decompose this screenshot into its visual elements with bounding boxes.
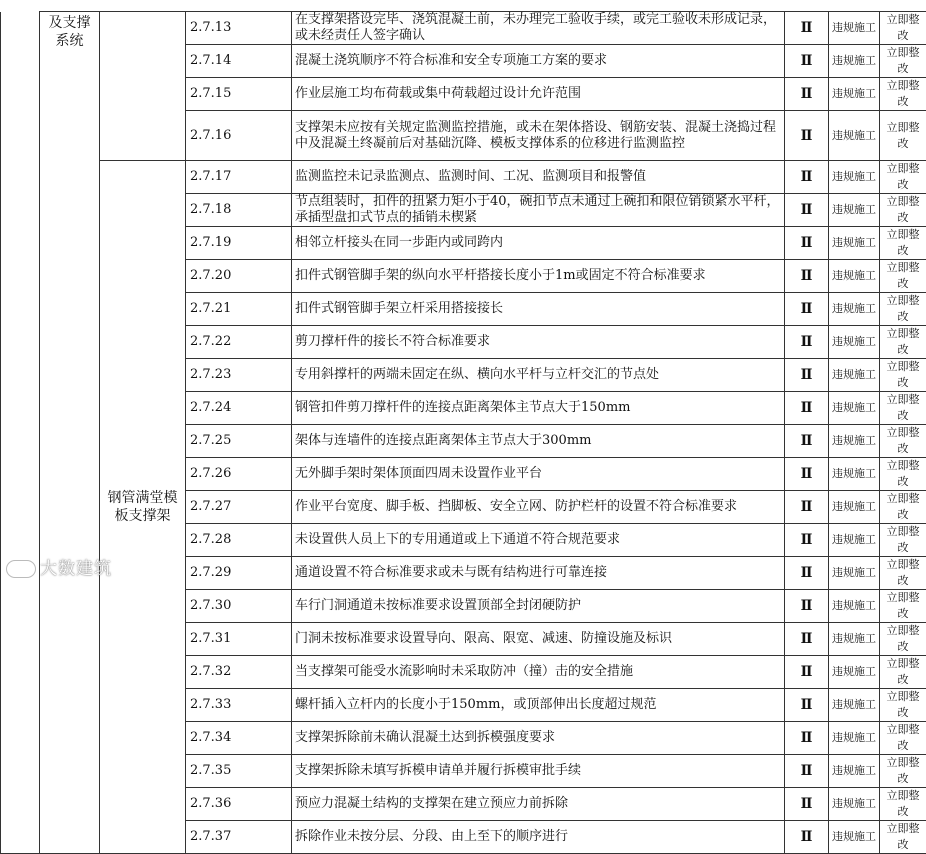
cell-code: 2.7.17 (186, 161, 292, 194)
cell-level: Ⅱ (785, 392, 829, 425)
cell-code: 2.7.32 (186, 656, 292, 689)
cell-desc: 架体与连墙件的连接点距离架体主节点大于300mm (292, 425, 785, 458)
cell-level: Ⅱ (785, 722, 829, 755)
cell-action: 立即整改 (880, 425, 926, 458)
cell-desc: 作业平台宽度、脚手板、挡脚板、安全立网、防护栏杆的设置不符合标准要求 (292, 491, 785, 524)
cell-level: Ⅱ (785, 788, 829, 821)
cell-type: 违规施工 (829, 458, 880, 491)
cell-desc: 螺杆插入立杆内的长度小于150mm，或顶部伸出长度超过规范 (292, 689, 785, 722)
cell-level: Ⅱ (785, 557, 829, 590)
cell-desc: 支撑架拆除未填写拆模申请单并履行拆模审批手续 (292, 755, 785, 788)
cell-desc: 扣件式钢管脚手架的纵向水平杆搭接长度小于1m或固定不符合标准要求 (292, 260, 785, 293)
cell-desc: 未设置供人员上下的专用通道或上下通道不符合规范要求 (292, 524, 785, 557)
cell-action: 立即整改 (880, 45, 926, 78)
cell-level: Ⅱ (785, 590, 829, 623)
cell-code: 2.7.36 (186, 788, 292, 821)
cell-action: 立即整改 (880, 392, 926, 425)
cell-type: 违规施工 (829, 491, 880, 524)
cell-type: 违规施工 (829, 590, 880, 623)
cell-desc: 支撑架拆除前未确认混凝土达到拆模强度要求 (292, 722, 785, 755)
cell-type: 违规施工 (829, 45, 880, 78)
cell-level: Ⅱ (785, 491, 829, 524)
cell-type: 违规施工 (829, 722, 880, 755)
cell-action: 立即整改 (880, 722, 926, 755)
cell-desc: 混凝土浇筑顺序不符合标准和安全专项施工方案的要求 (292, 45, 785, 78)
cell-desc: 节点组装时，扣件的扭紧力矩小于40，碗扣节点未通过上碗扣和限位销锁紧水平杆，承插型盘扣式节点的插销未楔紧 (292, 194, 785, 227)
cell-level: Ⅱ (785, 45, 829, 78)
cell-action: 立即整改 (880, 656, 926, 689)
cell-action: 立即整改 (880, 458, 926, 491)
cell-action: 立即整改 (880, 821, 926, 854)
cell-level: Ⅱ (785, 689, 829, 722)
cell-desc: 剪刀撑杆件的接长不符合标准要求 (292, 326, 785, 359)
cell-desc: 作业层施工均布荷载或集中荷载超过设计允许范围 (292, 78, 785, 111)
cell-type: 违规施工 (829, 557, 880, 590)
cell-action: 立即整改 (880, 689, 926, 722)
cell-level: Ⅱ (785, 293, 829, 326)
cell-code: 2.7.19 (186, 227, 292, 260)
cell-code: 2.7.14 (186, 45, 292, 78)
cell-action: 立即整改 (880, 623, 926, 656)
cell-action: 立即整改 (880, 557, 926, 590)
cell-level: Ⅱ (785, 821, 829, 854)
cell-level: Ⅱ (785, 623, 829, 656)
cell-type: 违规施工 (829, 12, 880, 45)
cell-desc: 通道设置不符合标准要求或未与既有结构进行可靠连接 (292, 557, 785, 590)
cell-code: 2.7.13 (186, 12, 292, 45)
cell-type: 违规施工 (829, 161, 880, 194)
cell-type: 违规施工 (829, 194, 880, 227)
cell-level: Ⅱ (785, 524, 829, 557)
cell-code: 2.7.28 (186, 524, 292, 557)
cell-code: 2.7.33 (186, 689, 292, 722)
cell-level: Ⅱ (785, 227, 829, 260)
cell-action: 立即整改 (880, 161, 926, 194)
cell-type: 违规施工 (829, 656, 880, 689)
cell-level: Ⅱ (785, 656, 829, 689)
cell-type: 违规施工 (829, 111, 880, 161)
cell-desc: 门洞未按标准要求设置导向、限高、限宽、减速、防撞设施及标识 (292, 623, 785, 656)
cell-type: 违规施工 (829, 821, 880, 854)
table-row (1, 161, 926, 194)
watermark-text: 大数建筑 (40, 559, 112, 579)
cell-type: 违规施工 (829, 293, 880, 326)
cell-code: 2.7.25 (186, 425, 292, 458)
cell-action: 立即整改 (880, 755, 926, 788)
cell-code: 2.7.24 (186, 392, 292, 425)
cell-code: 2.7.18 (186, 194, 292, 227)
cell-desc: 车行门洞通道未按标准要求设置顶部全封闭硬防护 (292, 590, 785, 623)
category-2-cell: 钢管满堂模板支撑架 (100, 161, 186, 854)
cell-action: 立即整改 (880, 590, 926, 623)
cell-code: 2.7.31 (186, 623, 292, 656)
cell-desc: 在支撑架搭设完毕、浇筑混凝土前，未办理完工验收手续，或完工验收未形成记录，或未经责任人签字确认 (292, 12, 785, 45)
cell-action: 立即整改 (880, 111, 926, 161)
cell-level: Ⅱ (785, 161, 829, 194)
cell-code: 2.7.30 (186, 590, 292, 623)
cell-level: Ⅱ (785, 12, 829, 45)
cell-code: 2.7.22 (186, 326, 292, 359)
cell-type: 违规施工 (829, 227, 880, 260)
cell-type: 违规施工 (829, 78, 880, 111)
cell-desc: 专用斜撑杆的两端未固定在纵、横向水平杆与立杆交汇的节点处 (292, 359, 785, 392)
cell-level: Ⅱ (785, 755, 829, 788)
cell-type: 违规施工 (829, 260, 880, 293)
left-margin-cell (1, 12, 40, 854)
cell-desc: 拆除作业未按分层、分段、由上至下的顺序进行 (292, 821, 785, 854)
cell-level: Ⅱ (785, 260, 829, 293)
cell-type: 违规施工 (829, 326, 880, 359)
cell-code: 2.7.23 (186, 359, 292, 392)
cell-type: 违规施工 (829, 392, 880, 425)
cell-action: 立即整改 (880, 293, 926, 326)
category-2-blank (100, 12, 186, 161)
cell-level: Ⅱ (785, 78, 829, 111)
cell-desc: 相邻立杆接头在同一步距内或同跨内 (292, 227, 785, 260)
cell-desc: 钢管扣件剪刀撑杆件的连接点距离架体主节点大于150mm (292, 392, 785, 425)
cell-type: 违规施工 (829, 524, 880, 557)
cell-level: Ⅱ (785, 326, 829, 359)
cell-code: 2.7.15 (186, 78, 292, 111)
cell-desc: 监测监控未记录监测点、监测时间、工况、监测项目和报警值 (292, 161, 785, 194)
cell-type: 违规施工 (829, 689, 880, 722)
cell-desc: 无外脚手架时架体顶面四周未设置作业平台 (292, 458, 785, 491)
cell-code: 2.7.20 (186, 260, 292, 293)
cell-level: Ⅱ (785, 425, 829, 458)
cell-desc: 当支撑架可能受水流影响时未采取防冲（撞）击的安全措施 (292, 656, 785, 689)
cell-level: Ⅱ (785, 458, 829, 491)
cell-action: 立即整改 (880, 78, 926, 111)
watermark (6, 554, 112, 579)
cell-code: 2.7.16 (186, 111, 292, 161)
cell-action: 立即整改 (880, 788, 926, 821)
cell-code: 2.7.29 (186, 557, 292, 590)
cell-code: 2.7.27 (186, 491, 292, 524)
cell-level: Ⅱ (785, 194, 829, 227)
cell-action: 立即整改 (880, 491, 926, 524)
hazard-table (0, 11, 926, 854)
cell-code: 2.7.21 (186, 293, 292, 326)
cell-code: 2.7.34 (186, 722, 292, 755)
cell-type: 违规施工 (829, 359, 880, 392)
cell-code: 2.7.26 (186, 458, 292, 491)
cell-action: 立即整改 (880, 359, 926, 392)
cell-desc: 预应力混凝土结构的支撑架在建立预应力前拆除 (292, 788, 785, 821)
cell-action: 立即整改 (880, 260, 926, 293)
watermark-logo-icon (6, 560, 36, 578)
cell-type: 违规施工 (829, 755, 880, 788)
cell-type: 违规施工 (829, 788, 880, 821)
cell-action: 立即整改 (880, 326, 926, 359)
cell-action: 立即整改 (880, 227, 926, 260)
cell-desc: 支撑架未应按有关规定监测监控措施，或未在架体搭设、钢筋安装、混凝土浇捣过程中及混凝土终凝前后对基础沉降、模板支撑体系的位移进行监测监控 (292, 111, 785, 161)
cell-action: 立即整改 (880, 194, 926, 227)
cell-code: 2.7.37 (186, 821, 292, 854)
cell-type: 违规施工 (829, 623, 880, 656)
category-1-cell: 及支撑系统 (40, 12, 100, 854)
cell-desc: 扣件式钢管脚手架立杆采用搭接接长 (292, 293, 785, 326)
cell-level: Ⅱ (785, 359, 829, 392)
cell-action: 立即整改 (880, 12, 926, 45)
cell-code: 2.7.35 (186, 755, 292, 788)
cell-level: Ⅱ (785, 111, 829, 161)
cell-action: 立即整改 (880, 524, 926, 557)
table-row (1, 12, 926, 45)
cell-type: 违规施工 (829, 425, 880, 458)
